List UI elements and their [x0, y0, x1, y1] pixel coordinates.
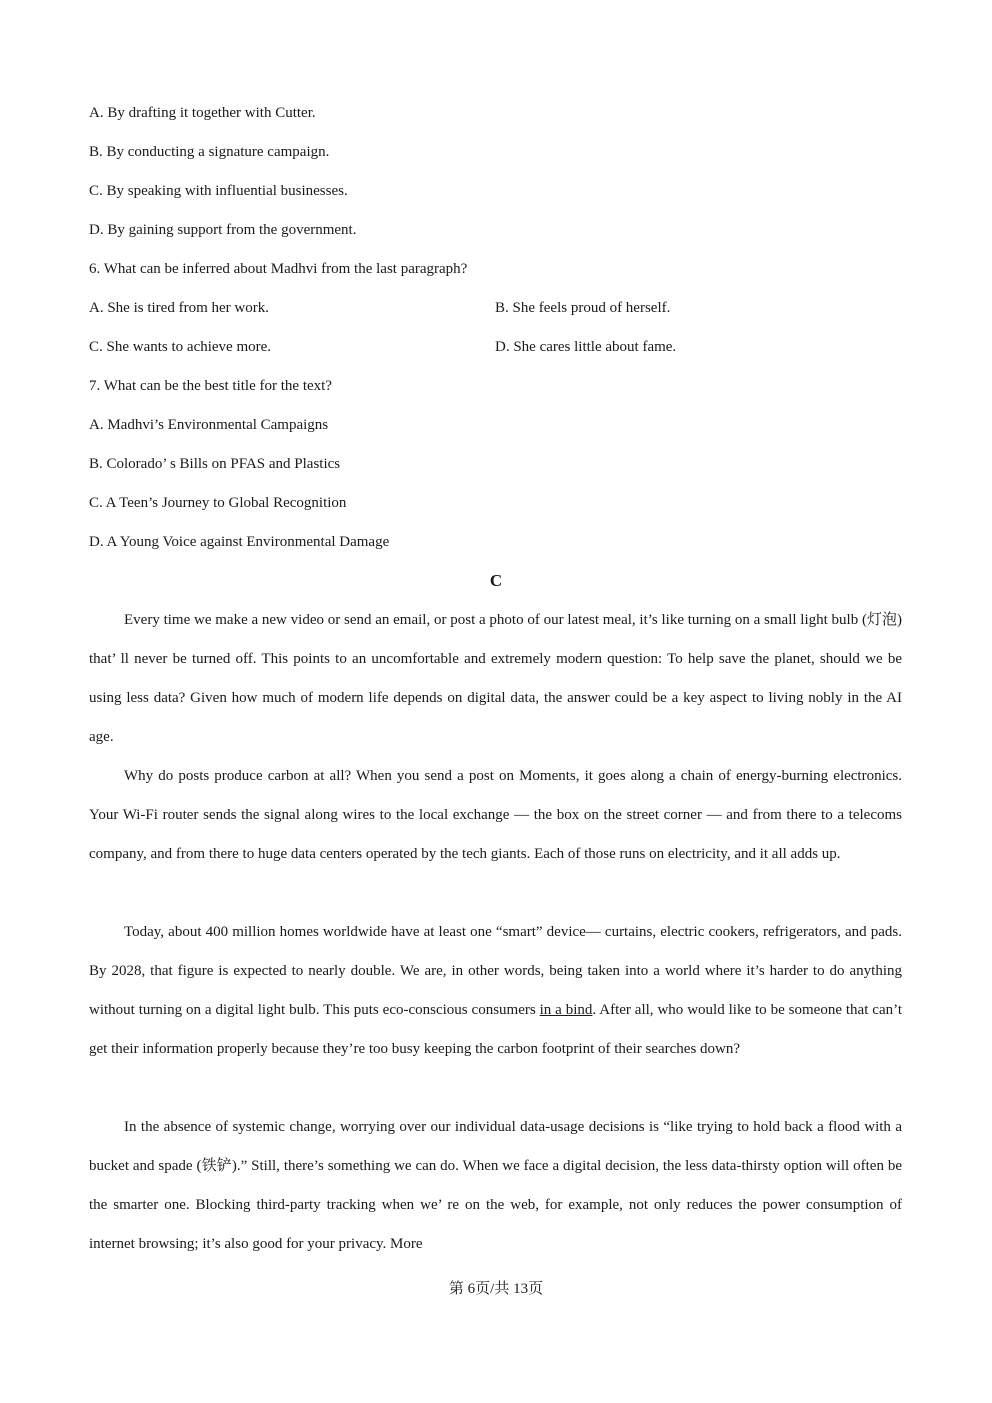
passage-paragraph-2: Why do posts produce carbon at all? When you send a post on Moments, it goes along a chain of energy-burning electronics. Your Wi-Fi router sends the signal along wires to the local exchange — the box on the street corner — and from there to a telecoms company, and from there to huge data centers operated by the tech giants. Each of those runs on electricity, and it all adds up.: [89, 768, 902, 862]
q7-option-d: D. A Young Voice against Environmental Damage: [89, 534, 390, 550]
underlined-phrase: in a bind: [539, 1002, 593, 1018]
passage-title: C: [489, 571, 503, 590]
passage-paragraph-3: [89, 913, 902, 1069]
paragraph-3-text-start: Today, about 400 million homes worldwide have at least one “smart” device— curtains, electric cookers, refrigerators, and pads. By 2028, that figure is expected to nearly double. We are, in other words, being taken into a world where it’s harder to do anything without turning on a digital light bulb. This puts eco-conscious consumers: [89, 924, 902, 1018]
q5-option-d: D. By gaining support from the government.: [89, 222, 357, 238]
q5-option-a: A. By drafting it together with Cutter.: [89, 105, 316, 121]
passage-paragraph-1: Every time we make a new video or send an email, or post a photo of our latest meal, it’s like turning on a small light bulb (灯泡) that’ ll never be turned off. This points to an uncomfortable and extremely modern question: To help save the planet, should we be using less data? Given how much of modern life depends on digital data, the answer could be a key aspect to living nobly in the AI age.: [89, 612, 902, 745]
q6-option-d: D. She cares little about fame.: [495, 339, 677, 355]
q6-question: 6. What can be inferred about Madhvi from the last paragraph?: [89, 261, 468, 277]
q7-option-b: B. Colorado’ s Bills on PFAS and Plastics: [89, 456, 341, 472]
q7-option-a: A. Madhvi’s Environmental Campaigns: [89, 417, 329, 433]
passage-paragraph-4: In the absence of systemic change, worrying over our individual data-usage decisions is “like trying to hold back a flood with a bucket and spade (铁铲).” Still, there’s something we can do. When we face a digital decision, the less data-thirsty option will often be the smarter one. Blocking third-party tracking when we’ re on the web, for example, not only reduces the power consumption of internet browsing; it’s also good for your privacy. More: [89, 1119, 902, 1252]
paragraph-3-text-end: . After all, who would like to be someone that can’t get their information properly because they’re too busy keeping the carbon footprint of their searches down?: [89, 1002, 903, 1057]
q5-option-c: C. By speaking with influential businesses.: [89, 183, 348, 199]
q7-question: 7. What can be the best title for the text?: [89, 378, 332, 394]
q6-option-a: A. She is tired from her work.: [89, 300, 269, 316]
q5-option-b: B. By conducting a signature campaign.: [89, 144, 330, 160]
q6-option-c: C. She wants to achieve more.: [89, 339, 272, 355]
page-number: 第 6页/共 13页: [448, 1281, 544, 1297]
q7-option-c: C. A Teen’s Journey to Global Recognition: [89, 495, 347, 511]
q6-option-b: B. She feels proud of herself.: [495, 300, 671, 316]
